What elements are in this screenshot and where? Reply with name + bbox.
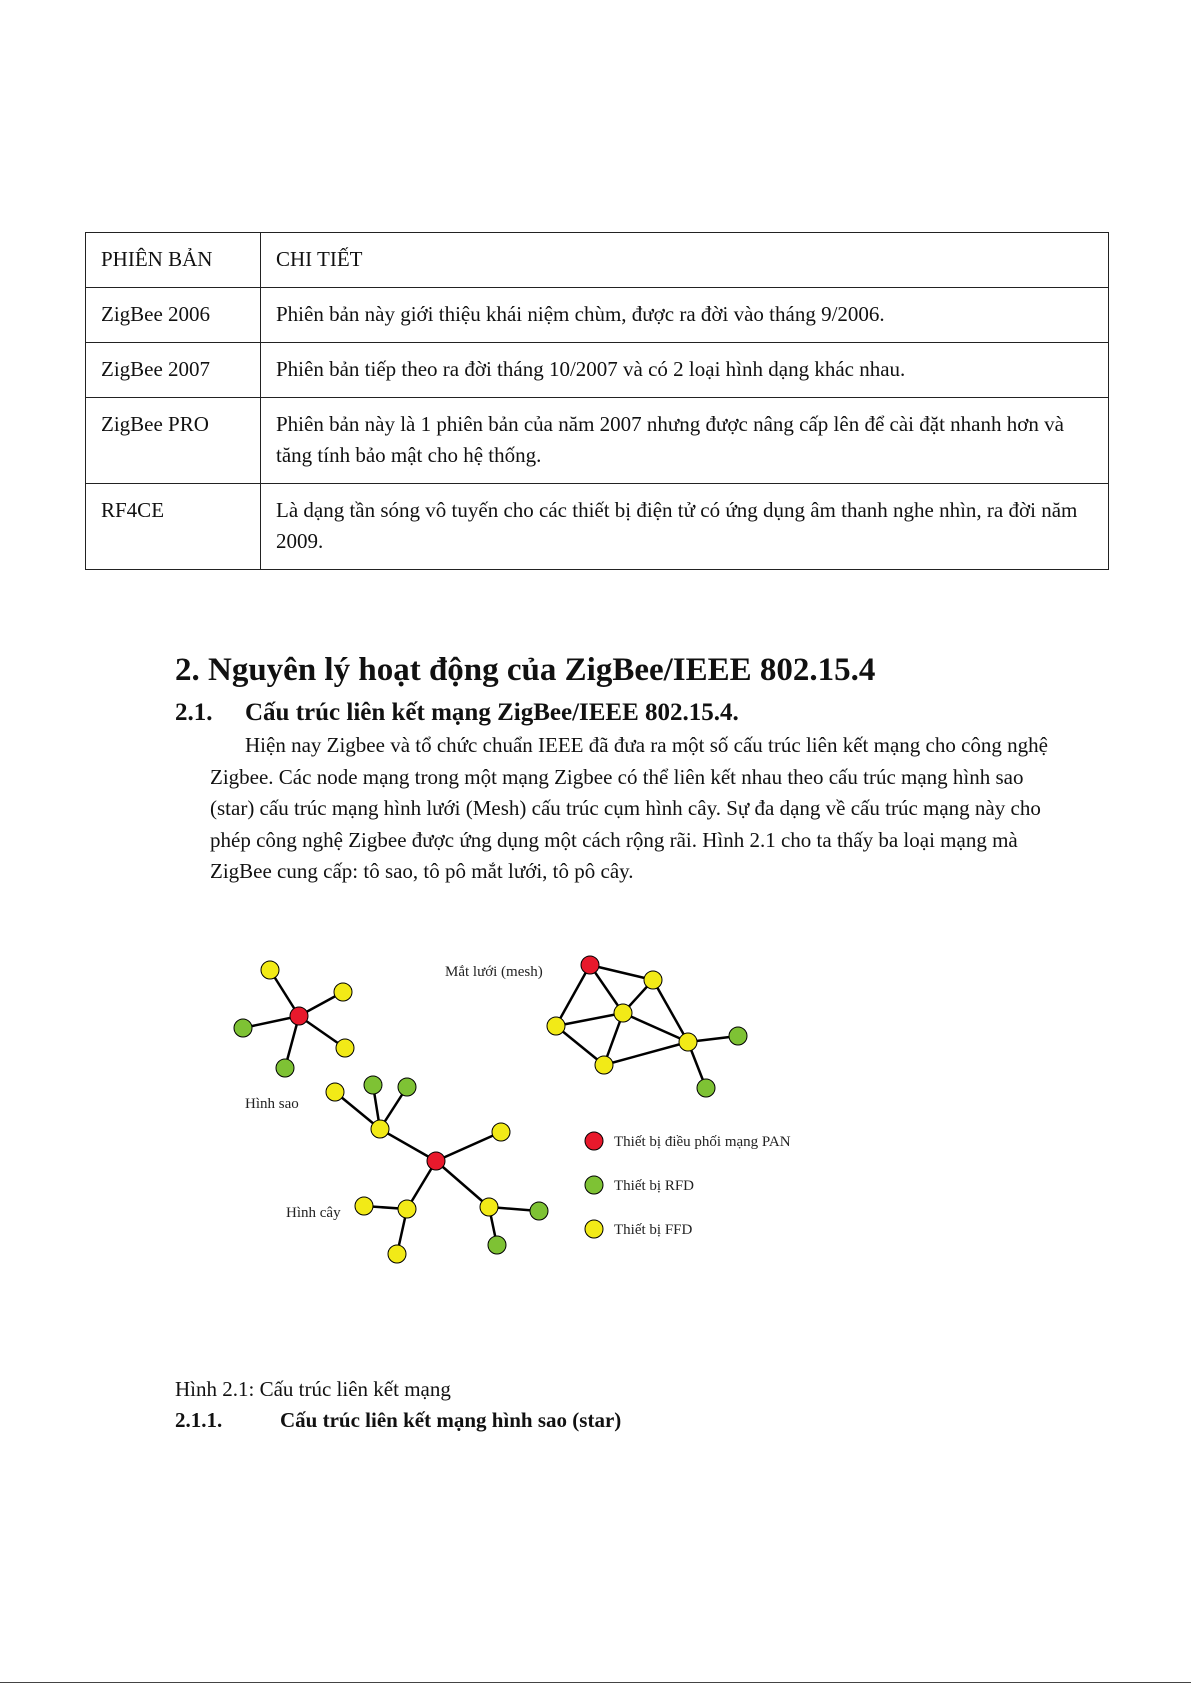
legend-ffd-swatch <box>585 1220 603 1238</box>
subsection-heading <box>175 697 739 729</box>
tree-rfd-node <box>364 1076 382 1094</box>
tree-coordinator-node <box>427 1152 445 1170</box>
version-table <box>85 232 1109 570</box>
star-coordinator-node <box>290 1007 308 1025</box>
tree-ffd-node <box>371 1120 389 1138</box>
cell-version: ZigBee 2006 <box>86 288 261 343</box>
table-header-row <box>86 233 1109 288</box>
cell-version: ZigBee PRO <box>86 398 261 484</box>
header-detail: CHI TIẾT <box>261 233 1109 288</box>
subsection-title: Cấu trúc liên kết mạng ZigBee/IEEE 802.15.4. <box>245 699 739 726</box>
table-row <box>86 343 1109 398</box>
table-row <box>86 484 1109 570</box>
mesh-ffd-node <box>595 1056 613 1074</box>
legend-coordinator-swatch <box>585 1132 603 1150</box>
star-rfd-node <box>276 1059 294 1077</box>
tree-ffd-node <box>355 1197 373 1215</box>
star-ffd-node <box>336 1039 354 1057</box>
cell-detail: Phiên bản này là 1 phiên bản của năm 2007 nhưng được nâng cấp lên để cài đặt nhanh hơn và tăng tính bảo mật cho hệ thống. <box>261 398 1109 484</box>
body-paragraph: Hiện nay Zigbee và tổ chức chuẩn IEEE đã đưa ra một số cấu trúc liên kết mạng cho công nghệ Zigbee. Các node mạng trong một mạng Zigbee có thể liên kết nhau theo cấu trúc mạng hình sao (star) cấu trúc mạng hình lưới (Mesh) cấu trúc cụm hình cây. Sự đa dạng về cấu trúc mạng này cho phép công nghệ Zigbee được ứng dụng một cách rộng rãi. Hình 2.1 cho ta thấy ba loại mạng mà ZigBee cung cấp: tô sao, tô pô mắt lưới, tô pô cây. <box>210 733 1048 883</box>
table-row <box>86 288 1109 343</box>
mesh-rfd-node <box>697 1079 715 1097</box>
cell-version: RF4CE <box>86 484 261 570</box>
mesh-coordinator-node <box>581 956 599 974</box>
star-ffd-node <box>334 983 352 1001</box>
cell-detail: Phiên bản này giới thiệu khái niệm chùm, được ra đời vào tháng 9/2006. <box>261 288 1109 343</box>
tree-ffd-node <box>492 1123 510 1141</box>
subsubsection-number: 2.1.1. <box>175 1408 223 1432</box>
star-ffd-node <box>261 961 279 979</box>
figure-caption: Hình 2.1: Cấu trúc liên kết mạng <box>175 1377 451 1401</box>
mesh-ffd-node <box>614 1004 632 1022</box>
topology-diagram <box>215 940 855 1320</box>
legend-rfd-label: Thiết bị RFD <box>614 1178 695 1194</box>
mesh-ffd-node <box>679 1033 697 1051</box>
tree-ffd-node <box>480 1198 498 1216</box>
tree-rfd-node <box>398 1078 416 1096</box>
subsection-number: 2.1. <box>175 699 213 726</box>
mesh-ffd-node <box>644 971 662 989</box>
header-version: PHIÊN BẢN <box>86 233 261 288</box>
cell-detail: Phiên bản tiếp theo ra đời tháng 10/2007 và có 2 loại hình dạng khác nhau. <box>261 343 1109 398</box>
legend-ffd-label: Thiết bị FFD <box>614 1222 693 1238</box>
mesh-label: Mắt lưới (mesh) <box>445 964 543 980</box>
section-title: 2. Nguyên lý hoạt động của ZigBee/IEEE 802.15.4 <box>175 652 876 688</box>
star-label: Hình sao <box>245 1096 299 1112</box>
subsubsection-title: Cấu trúc liên kết mạng hình sao (star) <box>280 1408 622 1432</box>
tree-ffd-node <box>326 1083 344 1101</box>
tree-ffd-node <box>398 1200 416 1218</box>
tree-rfd-node <box>488 1236 506 1254</box>
legend-rfd-swatch <box>585 1176 603 1194</box>
network-topology-figure <box>215 940 855 1320</box>
cell-version: ZigBee 2007 <box>86 343 261 398</box>
mesh-rfd-node <box>729 1027 747 1045</box>
tree-rfd-node <box>530 1202 548 1220</box>
legend <box>585 1132 791 1238</box>
table-row <box>86 398 1109 484</box>
tree-ffd-node <box>388 1245 406 1263</box>
tree-label: Hình cây <box>286 1205 341 1221</box>
footer-rule <box>0 1682 1191 1683</box>
mesh-ffd-node <box>547 1017 565 1035</box>
cell-detail: Là dạng tần sóng vô tuyến cho các thiết bị điện tử có ứng dụng âm thanh nghe nhìn, ra đời năm 2009. <box>261 484 1109 570</box>
subsubsection-heading <box>175 1405 621 1435</box>
legend-coordinator-label: Thiết bị điều phối mạng PAN <box>614 1134 791 1150</box>
star-rfd-node <box>234 1019 252 1037</box>
